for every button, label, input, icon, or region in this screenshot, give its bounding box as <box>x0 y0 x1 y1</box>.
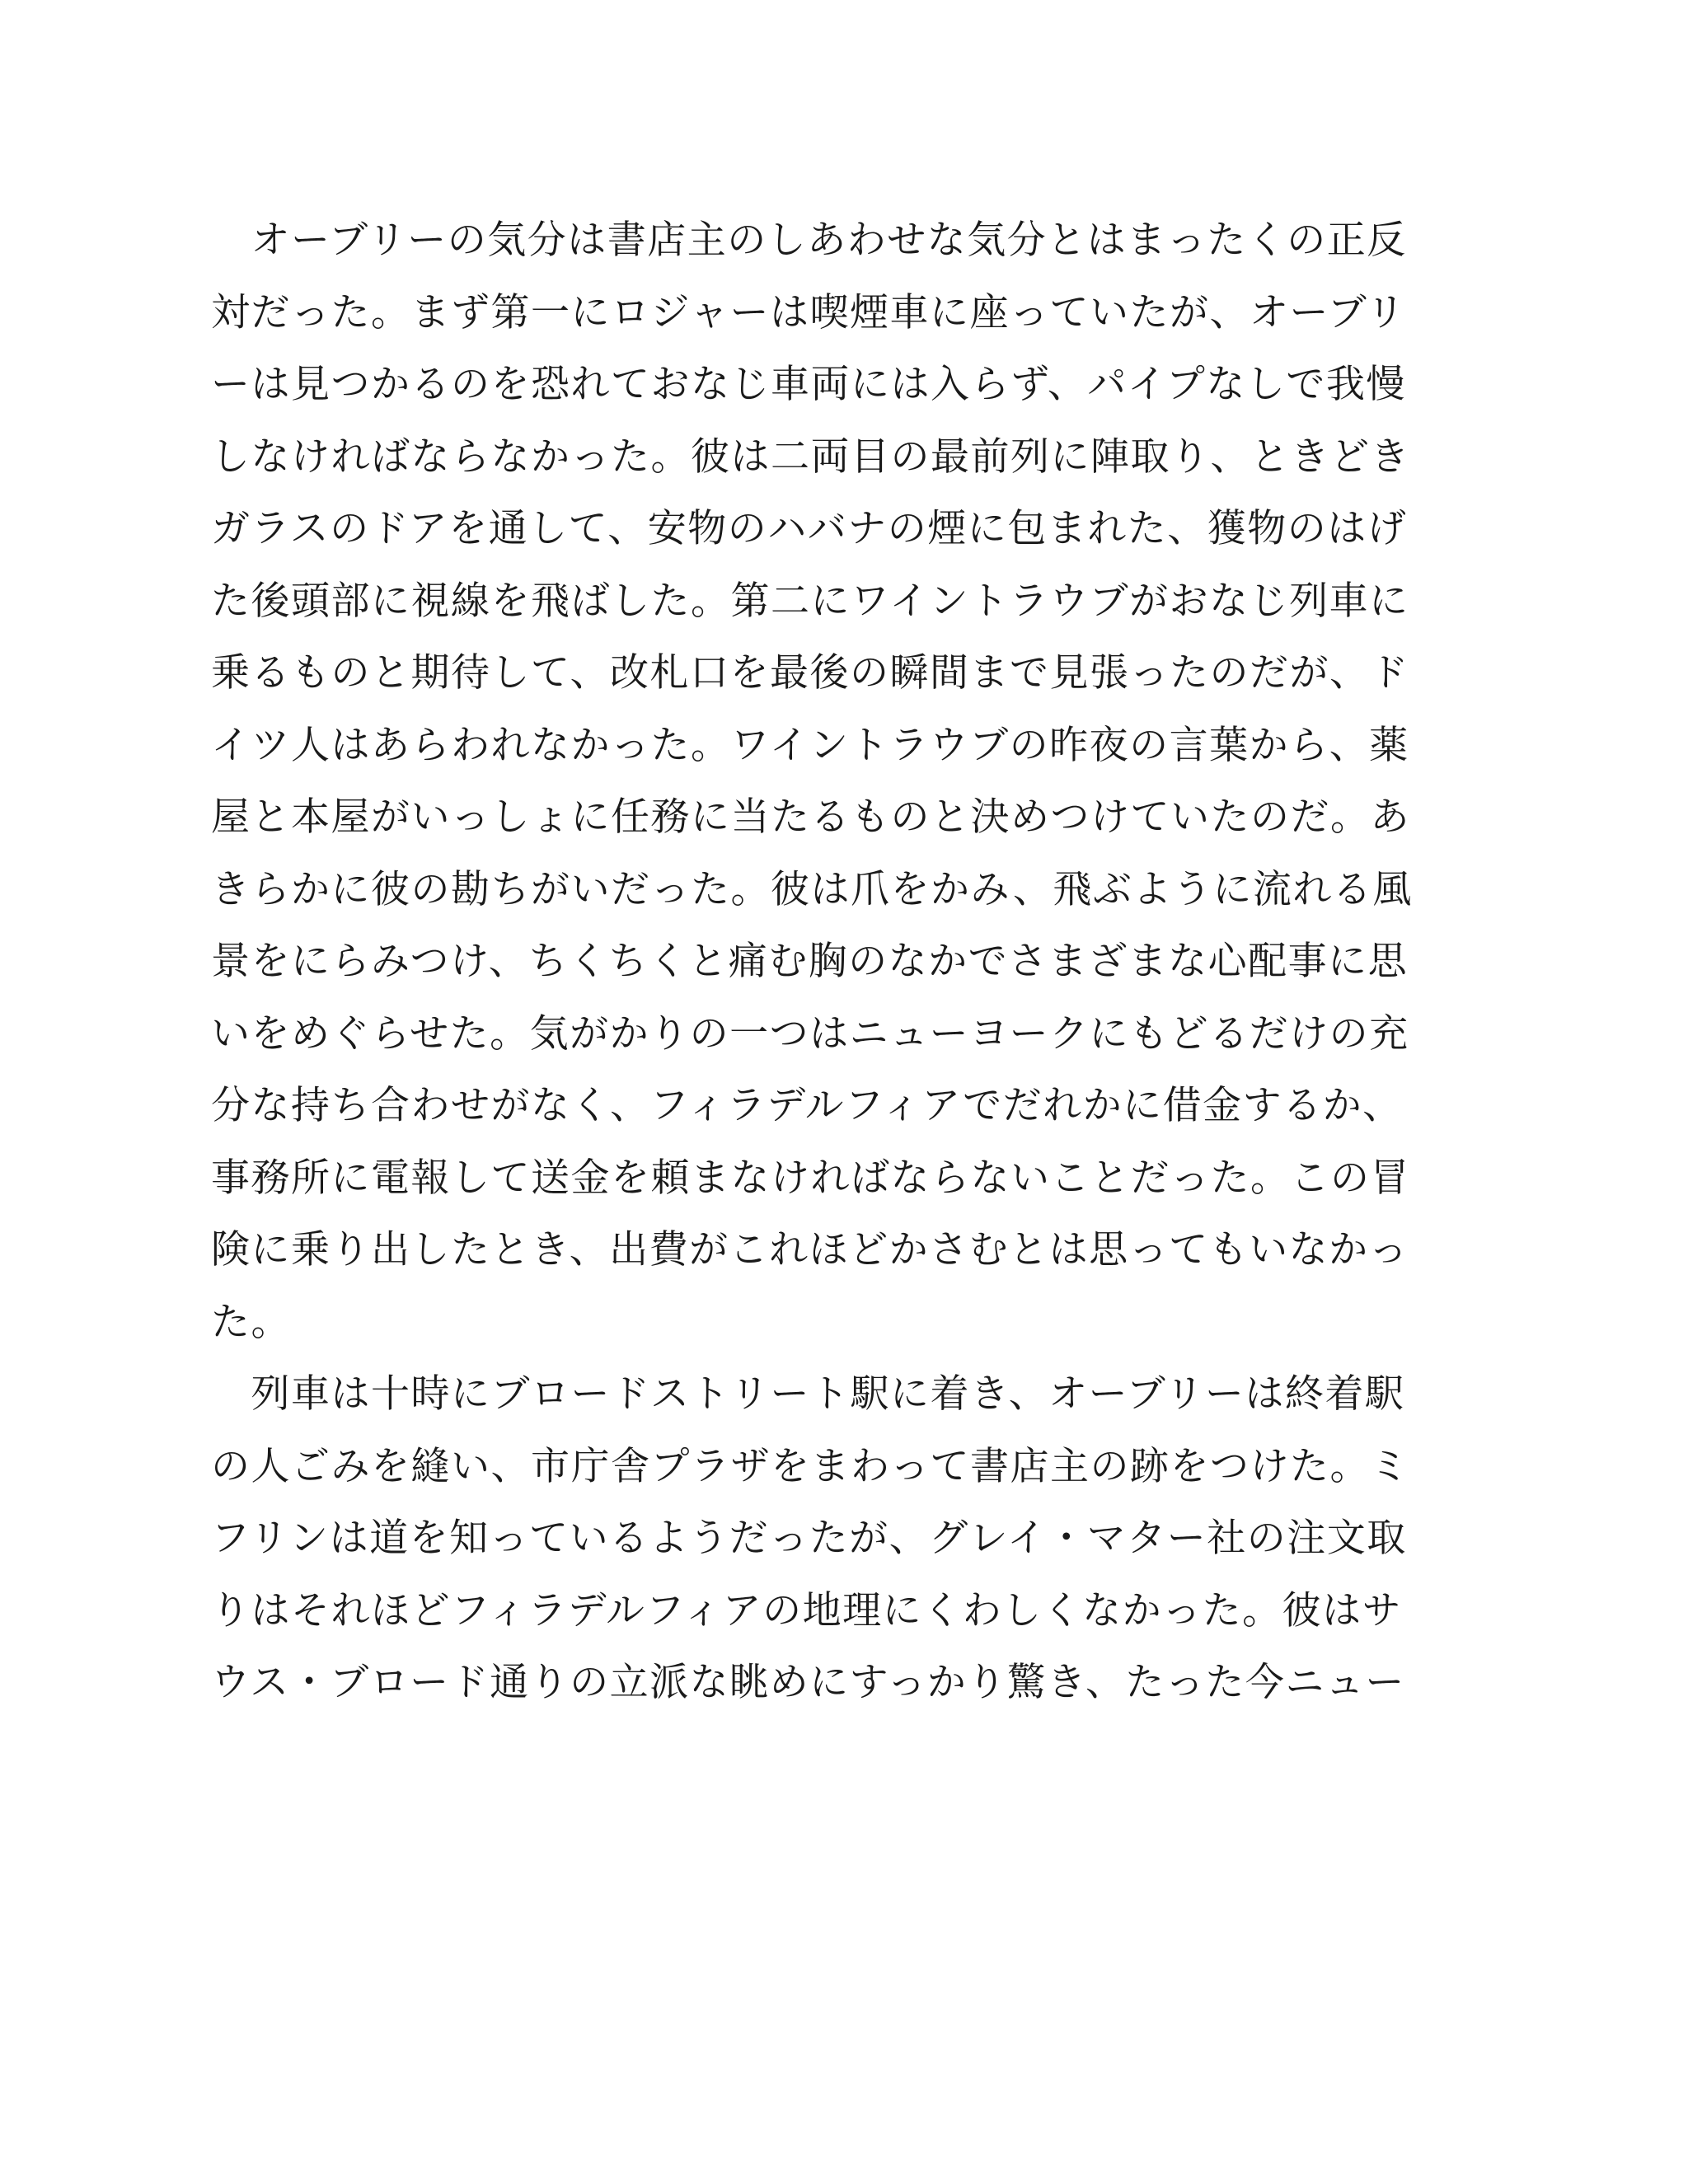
text-line: しなければならなかった。彼は二両目の最前列に陣取り、ときどき <box>211 434 1410 480</box>
text-line: ウス・ブロード通りの立派な眺めにすっかり驚き、たった今ニュー <box>211 1660 1405 1705</box>
text-line: いをめぐらせた。気がかりの一つはニューヨークにもどるだけの充 <box>211 1010 1409 1057</box>
text-line: 険に乗り出したとき、出費がこれほどかさむとは思ってもいなかっ <box>211 1227 1409 1272</box>
text-line: 分な持ち合わせがなく、フィラデルフィアでだれかに借金するか、 <box>211 1083 1403 1128</box>
text-line: オーブリーの気分は書店主のしあわせな気分とはまったくの正反 <box>211 218 1407 263</box>
text-line: た。 <box>211 1299 291 1345</box>
text-line: 乗るものと期待して、改札口を最後の瞬間まで見張ったのだが、ド <box>211 650 1410 696</box>
text-line: ーは見つかるのを恐れておなじ車両には入らず、パイプなしで我慢 <box>211 362 1406 407</box>
text-line: ガラスのドアを通して、安物のハバナの煙に包まれた、獲物のはげ <box>211 506 1408 551</box>
text-line: 事務所に電報して送金を頼まなければならないことだった。この冒 <box>211 1155 1410 1201</box>
body-text <box>211 204 1447 1719</box>
text-line: りはそれほどフィラデルフィアの地理にくわしくなかった。彼はサ <box>211 1587 1403 1633</box>
text-line: 対だった。まず第一にロジャーは喫煙車に座っていたが、オーブリ <box>211 289 1406 335</box>
text-line: イツ人はあらわれなかった。ワイントラウブの昨夜の言葉から、薬 <box>211 722 1409 768</box>
text-line: 列車は十時にブロードストリート駅に着き、オーブリーは終着駅 <box>211 1371 1405 1417</box>
text-line: 屋と本屋がいっしょに任務に当たるものと決めつけていたのだ。あ <box>211 794 1410 840</box>
text-line: た後頭部に視線を飛ばした。第二にワイントラウブがおなじ列車に <box>211 578 1409 624</box>
text-line: の人ごみを縫い、市庁舎プラザをまわって書店主の跡をつけた。ミ <box>211 1443 1410 1489</box>
text-line: フリンは道を知っているようだったが、グレイ・マター社の注文取 <box>211 1516 1407 1561</box>
text-line: きらかに彼の勘ちがいだった。彼は爪をかみ、飛ぶように流れる風 <box>211 866 1413 912</box>
text-line: 景をにらみつけ、ちくちくと痛む胸のなかでさまざまな心配事に思 <box>211 939 1409 984</box>
